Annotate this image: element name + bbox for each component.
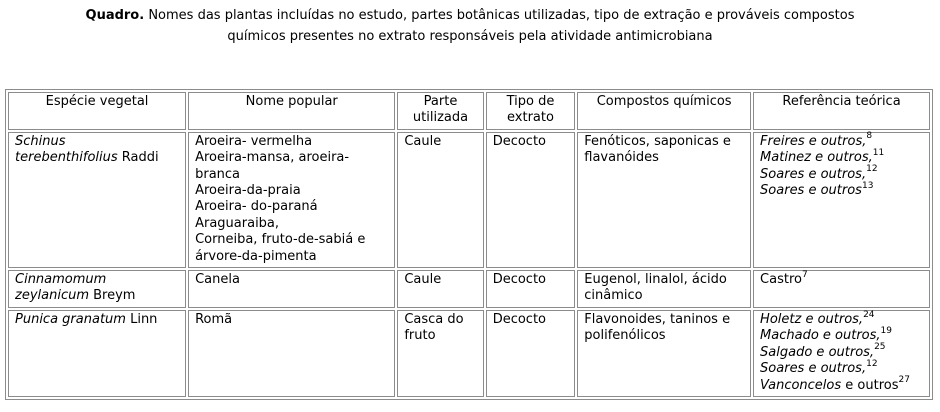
species-author: Raddi — [117, 150, 159, 166]
reference-entry: Holetz e outros,$^{24}$ — [760, 309, 875, 327]
table-row — [8, 310, 930, 397]
reference-entry: Matinez e outros,$^{11}$ — [760, 147, 885, 166]
header-row — [8, 92, 930, 130]
popular-name: Aroeira-da-praia — [195, 183, 301, 199]
reference-cell — [753, 132, 930, 268]
compounds-cell: Eugenol, linalol, ácido cinâmico — [577, 270, 751, 308]
popular-name: Corneiba, fruto-de-sabiá e — [195, 232, 366, 248]
compounds-cell: Fenóticos, saponicas e flavanóides — [577, 132, 751, 268]
caption-line-2: químicos presentes no extrato responsáveis pela atividade antimicrobiana — [227, 29, 713, 44]
popular-name-cell — [188, 132, 395, 268]
extract-cell: Decocto — [486, 270, 576, 308]
table-caption — [0, 5, 940, 47]
reference-entry: Freires e outros,$^8$ — [760, 131, 873, 149]
popular-name: Romã — [195, 311, 233, 327]
reference-entry: Soares e outros$^{13}$ — [760, 180, 874, 199]
species-cell — [8, 310, 186, 397]
part-cell: Caule — [397, 132, 483, 268]
popular-name-cell — [188, 270, 395, 308]
reference-entry: Soares e outros,$^{12}$ — [760, 358, 878, 377]
popular-name: Araguaraiba, — [195, 215, 280, 231]
reference-cell — [753, 310, 930, 397]
caption-text-1: Nomes das plantas incluídas no estudo, partes botânicas utilizadas, tipo de extração e prováveis compostos — [148, 8, 855, 23]
table-row — [8, 270, 930, 308]
reference-entry: Machado e outros,$^{19}$ — [760, 325, 892, 344]
popular-name: árvore-da-pimenta — [195, 248, 317, 264]
header-referencia: Referência teórica — [753, 92, 930, 130]
species-author: Breym — [89, 288, 136, 304]
compounds-cell: Flavonoides, taninos e polifenólicos — [577, 310, 751, 397]
popular-name: Aroeira-mansa, aroeira- — [195, 150, 350, 166]
species-author: Linn — [125, 311, 158, 327]
plants-table — [5, 89, 933, 400]
species-epithet: zeylanicum — [15, 288, 89, 304]
reference-entry: Salgado e outros,$^{25}$ — [760, 342, 886, 360]
header-tipo-extrato: Tipo de extrato — [486, 92, 576, 130]
popular-name: Aroeira- vermelha — [195, 133, 313, 149]
species-epithet: terebenthifolius — [15, 150, 118, 166]
header-nome-popular: Nome popular — [188, 92, 395, 130]
reference-cell — [753, 270, 930, 308]
species-genus: Schinus — [15, 133, 66, 149]
part-cell: Casca do fruto — [397, 310, 483, 397]
popular-name-cell — [188, 310, 395, 397]
caption-label: Quadro. — [85, 8, 145, 23]
species-binomial: Punica granatum — [15, 311, 126, 327]
reference-entry: Castro$^7$ — [760, 269, 808, 288]
header-compostos: Compostos químicos — [577, 92, 751, 130]
popular-name: Aroeira- do-paraná — [195, 199, 318, 215]
caption-line-1 — [0, 5, 940, 26]
table-row — [8, 132, 930, 268]
species-cell — [8, 132, 186, 268]
reference-entry: Vanconcelos e outros$^{27}$ — [760, 375, 910, 393]
reference-entry: Soares e outros,$^{12}$ — [760, 164, 878, 182]
popular-name: Canela — [195, 272, 240, 288]
header-especie: Espécie vegetal — [8, 92, 186, 130]
part-cell: Caule — [397, 270, 483, 308]
header-parte-utilizada: Parte utilizada — [397, 92, 483, 130]
popular-name: branca — [195, 166, 241, 182]
extract-cell: Decocto — [486, 132, 576, 268]
species-cell — [8, 270, 186, 308]
extract-cell: Decocto — [486, 310, 576, 397]
species-genus: Cinnamomum — [15, 272, 107, 288]
